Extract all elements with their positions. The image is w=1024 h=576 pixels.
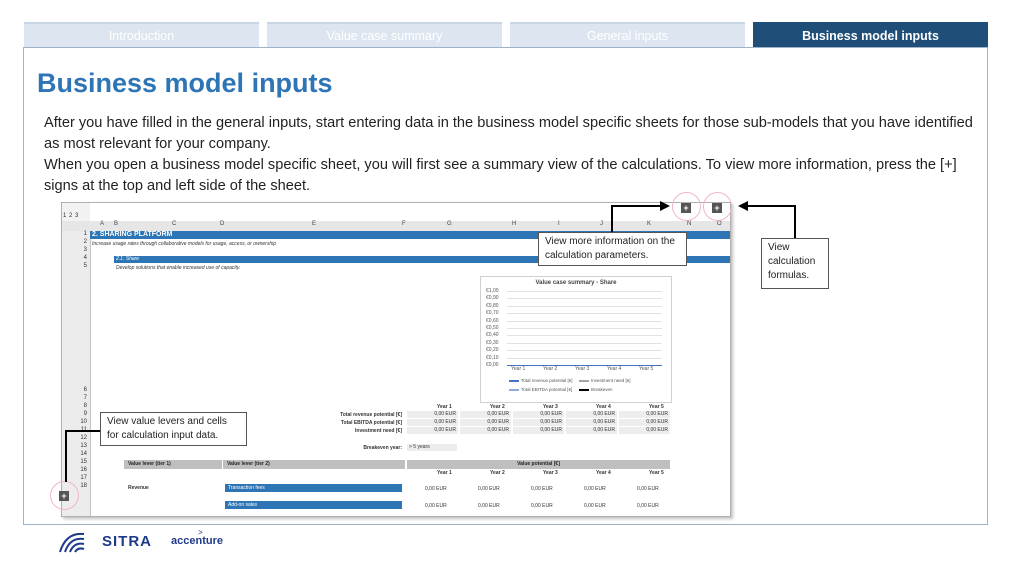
chart-y-tick: €0,10 <box>486 354 499 361</box>
expand-plus-button[interactable]: + <box>712 203 722 213</box>
group-level-1[interactable]: 1 <box>63 213 67 219</box>
row-number[interactable]: 6 <box>83 387 87 393</box>
chart-x-tick: Year 5 <box>639 366 654 372</box>
row-number[interactable]: 7 <box>83 395 87 401</box>
summary-value-cell[interactable]: 0,00 EUR <box>566 419 617 426</box>
arrow-left-icon <box>738 201 748 211</box>
outline-group-levels <box>62 203 90 221</box>
lever-transaction-fees[interactable]: Transaction fees <box>225 484 402 492</box>
legend-item <box>579 378 631 383</box>
highlight-ring <box>50 481 79 510</box>
chart-gridline <box>507 291 662 292</box>
chart-baseline <box>507 365 662 366</box>
tab-value-case-summary[interactable]: Value case summary <box>267 22 502 47</box>
column-header[interactable]: E <box>312 221 317 227</box>
lever-year-header: Year 2 <box>490 470 505 476</box>
lever-year-header: Year 3 <box>543 470 558 476</box>
chart-gridline <box>507 328 662 329</box>
lever-tier1-revenue: Revenue <box>128 485 149 491</box>
summary-value-cell[interactable]: 0,00 EUR <box>407 419 458 426</box>
row-number[interactable]: 18 <box>80 483 87 489</box>
connector-line <box>611 205 661 207</box>
section-label: 2.1. Share <box>114 256 730 263</box>
summary-value-cell[interactable]: 0,00 EUR <box>513 419 564 426</box>
row-number[interactable]: 14 <box>80 451 87 457</box>
summary-row-label: Total EBITDA potential [€] <box>340 420 402 426</box>
chart-x-tick: Year 1 <box>511 366 526 372</box>
expand-plus-button[interactable]: + <box>681 203 691 213</box>
lever-year-header: Year 1 <box>437 470 452 476</box>
accenture-mark-icon: > <box>198 528 203 537</box>
lever-value-cell[interactable]: 0,00 EUR <box>478 486 500 492</box>
row-number[interactable]: 4 <box>83 255 87 261</box>
lever-value-cell[interactable]: 0,00 EUR <box>478 503 500 509</box>
chart-gridline <box>507 321 662 322</box>
connector-line <box>748 205 796 207</box>
summary-value-cell[interactable]: 0,00 EUR <box>619 427 670 434</box>
group-level-2[interactable]: 2 <box>69 213 73 219</box>
chart-gridline <box>507 335 662 336</box>
lever-tier2-header: Value lever (tier 2) <box>223 460 405 469</box>
connector-line <box>65 430 100 432</box>
chart-y-tick: €0,20 <box>486 347 499 354</box>
column-header[interactable]: H <box>512 221 517 227</box>
row-number[interactable]: 10 <box>80 419 87 425</box>
row-number[interactable]: 13 <box>80 443 87 449</box>
chart-title: Value case summary - Share <box>535 280 617 286</box>
breakeven-label: Breakeven year: <box>363 445 402 451</box>
chart-y-tick: €0,80 <box>486 302 499 309</box>
column-header[interactable]: N <box>687 221 692 227</box>
summary-year-header: Year 5 <box>649 404 664 410</box>
section-description: Develop solutions that enable increased use of capacity. <box>116 265 241 271</box>
lever-value-cell[interactable]: 0,00 EUR <box>637 486 659 492</box>
summary-value-cell[interactable]: 0,00 EUR <box>619 419 670 426</box>
row-number[interactable]: 3 <box>83 247 87 253</box>
summary-value-cell[interactable]: 0,00 EUR <box>460 419 511 426</box>
chart-y-tick: €0,30 <box>486 339 499 346</box>
summary-value-cell[interactable]: 0,00 EUR <box>513 427 564 434</box>
tab-introduction[interactable]: Introduction <box>24 22 259 47</box>
lever-value-cell[interactable]: 0,00 EUR <box>637 503 659 509</box>
summary-value-cell[interactable]: 0,00 EUR <box>460 427 511 434</box>
chart-y-tick: €0,50 <box>486 325 499 331</box>
row-number[interactable]: 9 <box>83 411 87 417</box>
highlight-ring <box>703 192 732 221</box>
lever-add-on-sales[interactable]: Add-on sales <box>225 501 402 509</box>
lever-value-cell[interactable]: 0,00 EUR <box>425 486 447 492</box>
chart-x-tick: Year 3 <box>575 366 590 372</box>
callout-value-levers: View value levers and cells for calculation input data. <box>100 412 247 446</box>
chart-gridline <box>507 350 662 351</box>
legend-swatch <box>579 380 589 382</box>
lever-tier1-header: Value lever (tier 1) <box>124 460 222 469</box>
value-case-chart <box>480 276 672 403</box>
intro-paragraph-2: When you open a business model specific sheet, you will first see a summary view of the calculations. To view more information, press the [+] signs at the top and left side of the sheet. <box>44 157 957 194</box>
chart-gridline <box>507 298 662 299</box>
chart-y-tick: €0,70 <box>486 310 499 317</box>
group-level-3[interactable]: 3 <box>75 213 79 219</box>
summary-value-cell[interactable]: 0,00 EUR <box>619 411 670 418</box>
legend-item <box>579 387 613 392</box>
legend-swatch <box>509 380 519 382</box>
column-header[interactable]: C <box>172 221 177 227</box>
sheet-subtitle: Increase usage rates through collaborative models for usage, access, or ownership <box>92 241 276 247</box>
legend-swatch <box>509 389 519 391</box>
legend-label: Total EBITDA potential [€] <box>521 387 573 392</box>
column-header[interactable]: D <box>220 221 225 227</box>
connector-line <box>794 205 796 239</box>
summary-row-label: Total revenue potential [€] <box>340 412 402 418</box>
chart-gridline <box>507 306 662 307</box>
summary-year-header: Year 3 <box>543 404 558 410</box>
arrow-right-icon <box>660 201 670 211</box>
sitra-logo: SITRA <box>102 533 152 550</box>
tab-general-inputs[interactable]: General inputs <box>510 22 745 47</box>
row-number[interactable]: 15 <box>80 459 87 465</box>
column-header[interactable]: B <box>114 221 119 227</box>
row-number[interactable]: 2 <box>83 239 87 245</box>
column-header[interactable]: A <box>100 221 105 227</box>
lever-year-header: Year 5 <box>649 470 664 476</box>
lever-value-cell[interactable]: 0,00 EUR <box>531 503 553 509</box>
connector-line <box>611 205 613 233</box>
legend-label: Breakeven <box>591 387 613 392</box>
chart-x-tick: Year 4 <box>607 366 622 372</box>
column-header[interactable]: G <box>447 221 452 227</box>
chart-gridline <box>507 358 662 359</box>
chart-y-tick: €0,90 <box>486 295 499 302</box>
lever-value-cell[interactable]: 0,00 EUR <box>531 486 553 492</box>
summary-value-cell[interactable]: 0,00 EUR <box>566 427 617 434</box>
value-potential-header: Value potential [€] <box>407 460 670 469</box>
legend-swatch <box>579 389 589 391</box>
accenture-logo: accenture <box>171 535 223 547</box>
column-header[interactable]: F <box>402 221 406 227</box>
summary-value-cell[interactable]: 0,00 EUR <box>513 411 564 418</box>
row-number[interactable]: 16 <box>80 467 87 473</box>
summary-value-cell[interactable]: 0,00 EUR <box>460 411 511 418</box>
row-number[interactable]: 17 <box>80 475 87 481</box>
page-title: Business model inputs <box>37 68 333 98</box>
sitra-emblem-icon <box>56 528 90 556</box>
callout-calculation-parameters: View more information on the calculation parameters. <box>538 232 687 266</box>
highlight-ring <box>672 192 701 221</box>
chart-gridline <box>507 343 662 344</box>
chart-y-tick: €1,00 <box>486 288 499 294</box>
summary-row-label: Investment need [€] <box>355 428 402 434</box>
callout-calculation-formulas: View calculation formulas. <box>761 238 829 289</box>
sheet-title: 2. SHARING PLATFORM <box>90 231 730 239</box>
row-number[interactable]: 1 <box>83 231 87 237</box>
legend-label: Total revenue potential [€] <box>521 378 573 383</box>
chart-gridline <box>507 313 662 314</box>
tab-business-model-inputs[interactable]: Business model inputs <box>753 22 988 47</box>
legend-item <box>509 378 573 383</box>
lever-year-header: Year 4 <box>596 470 611 476</box>
row-number[interactable]: 12 <box>80 435 87 441</box>
chart-y-tick: €0,00 <box>486 362 499 368</box>
connector-line <box>65 430 67 482</box>
summary-year-header: Year 2 <box>490 404 505 410</box>
chart-y-tick: €0,60 <box>486 317 499 324</box>
summary-year-header: Year 4 <box>596 404 611 410</box>
chart-x-tick: Year 2 <box>543 366 558 372</box>
expand-plus-button[interactable]: + <box>59 491 69 501</box>
column-header[interactable]: J <box>600 221 603 227</box>
breakeven-value[interactable]: > 5 years <box>407 444 457 451</box>
row-number[interactable]: 8 <box>83 403 87 409</box>
summary-value-cell[interactable]: 0,00 EUR <box>407 427 458 434</box>
lever-value-cell[interactable]: 0,00 EUR <box>425 503 447 509</box>
lever-value-cell[interactable]: 0,00 EUR <box>584 486 606 492</box>
legend-label: Investment need [€] <box>591 378 631 383</box>
row-number[interactable]: 5 <box>83 263 87 269</box>
chart-y-tick: €0,40 <box>486 332 499 339</box>
column-header[interactable]: K <box>647 221 652 227</box>
summary-value-cell[interactable]: 0,00 EUR <box>566 411 617 418</box>
summary-year-header: Year 1 <box>437 404 452 410</box>
legend-item <box>509 387 572 392</box>
tab-bar <box>24 22 988 47</box>
column-header[interactable]: I <box>558 221 560 227</box>
summary-value-cell[interactable]: 0,00 EUR <box>407 411 458 418</box>
column-header[interactable]: O <box>717 221 722 227</box>
lever-value-cell[interactable]: 0,00 EUR <box>584 503 606 509</box>
intro-paragraph-1: After you have filled in the general inputs, start entering data in the business model specific sheets for those sub-models that you have identified as most relevant for your company. <box>44 115 973 152</box>
